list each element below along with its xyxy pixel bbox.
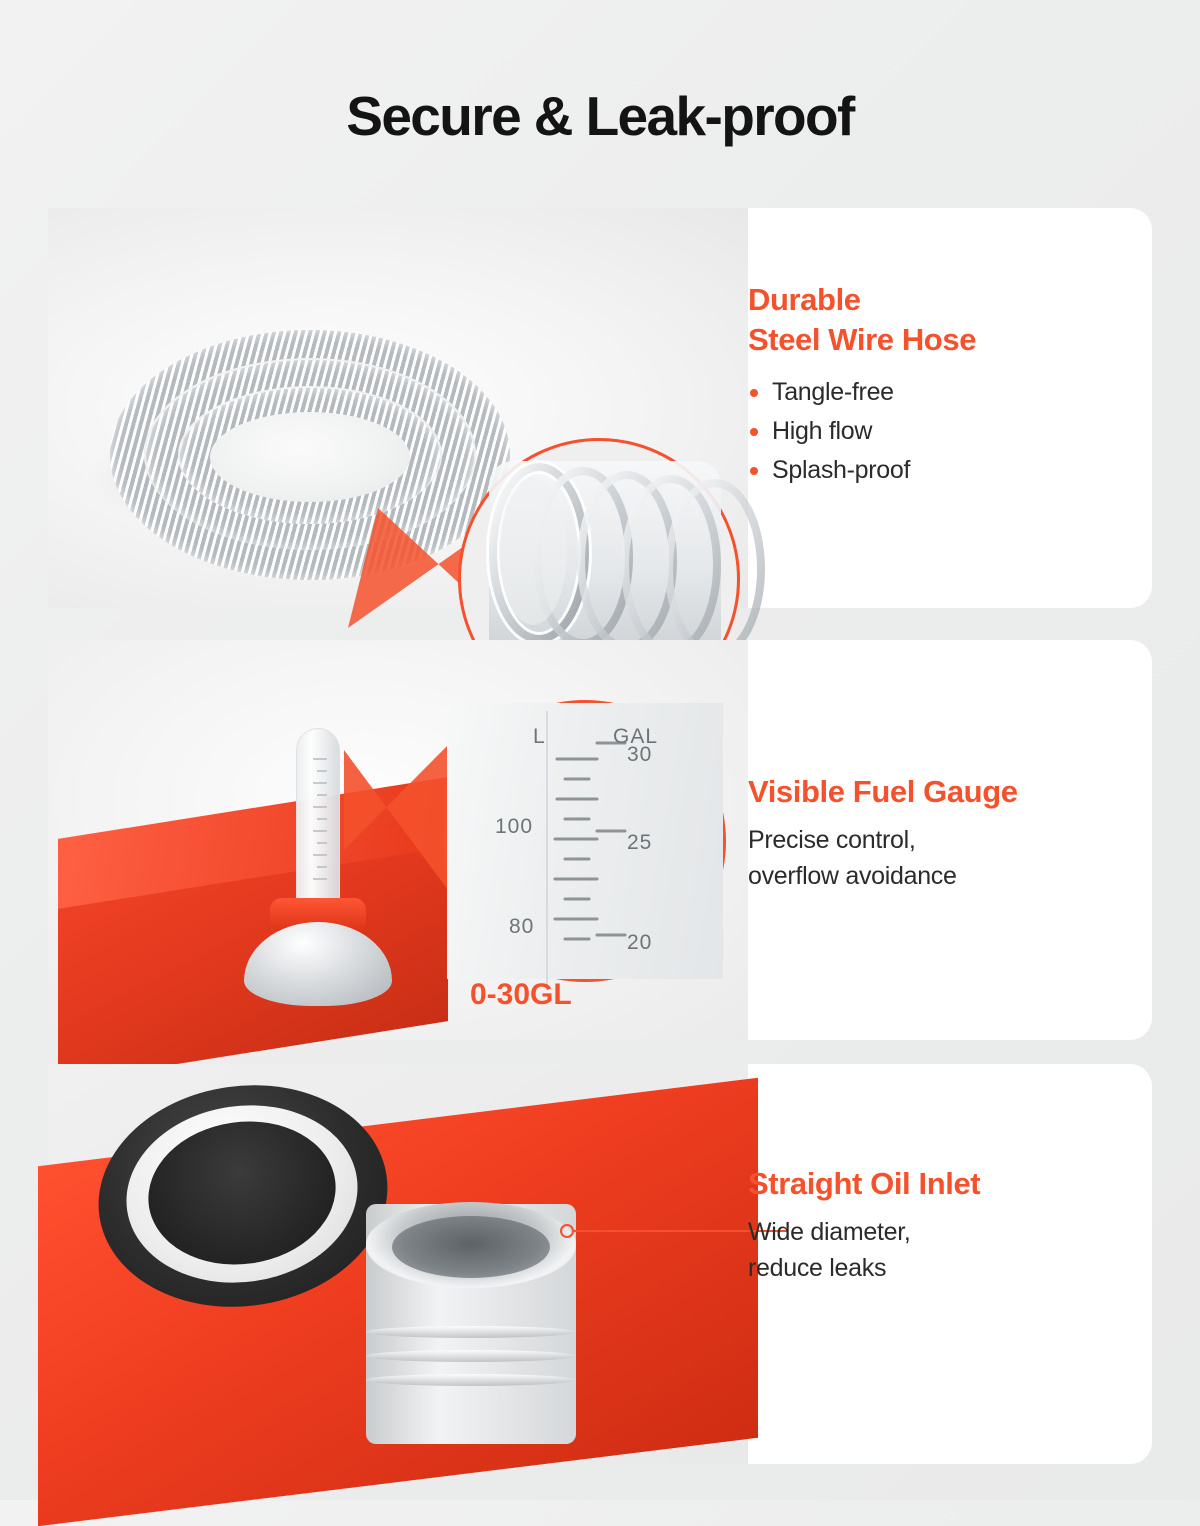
hose-heading-line1: Durable bbox=[748, 282, 861, 317]
hose-text-block bbox=[748, 280, 1128, 490]
gauge-gal-tick-20: 20 bbox=[627, 931, 653, 954]
gauge-unit-left: L bbox=[533, 725, 546, 748]
oil-inlet-thread-3 bbox=[366, 1374, 576, 1386]
inlet-subtext-line2: reduce leaks bbox=[748, 1253, 887, 1282]
oil-inlet-thread-2 bbox=[366, 1350, 576, 1362]
hose-bullet-list bbox=[748, 373, 1128, 489]
gauge-heading: Visible Fuel Gauge bbox=[748, 774, 1018, 809]
gauge-liter-tick-80: 80 bbox=[509, 915, 535, 938]
oil-inlet-thread-1 bbox=[366, 1326, 576, 1338]
inlet-text-block bbox=[748, 1164, 1128, 1286]
feature-card-gauge bbox=[48, 640, 1152, 1040]
gauge-subtext-line2: overflow avoidance bbox=[748, 861, 957, 890]
gauge-text-block bbox=[748, 772, 1128, 894]
gauge-zoom-circle bbox=[444, 700, 726, 982]
gauge-subtext-line1: Precise control, bbox=[748, 825, 916, 854]
feature-card-inlet bbox=[48, 1064, 1152, 1464]
gauge-subtext bbox=[748, 822, 1128, 895]
page-title: Secure & Leak-proof bbox=[346, 85, 854, 147]
gauge-liter-tick-100: 100 bbox=[495, 815, 534, 838]
inlet-subtext bbox=[748, 1214, 1128, 1287]
hose-bullet-2: High flow bbox=[748, 412, 1128, 451]
gauge-unit-right: GAL bbox=[613, 725, 659, 748]
hose-heading-line2: Steel Wire Hose bbox=[748, 321, 977, 357]
gauge-capacity-callout: 0-30GL bbox=[470, 978, 572, 1011]
feature-card-hose bbox=[48, 208, 1152, 608]
oil-inlet-opening bbox=[392, 1216, 550, 1278]
inlet-heading: Straight Oil Inlet bbox=[748, 1166, 981, 1201]
gauge-gal-tick-30: 30 bbox=[627, 743, 653, 766]
hose-bullet-1: Tangle-free bbox=[748, 373, 1128, 412]
hose-bullet-3: Splash-proof bbox=[748, 451, 1128, 490]
gauge-gal-tick-25: 25 bbox=[627, 831, 653, 854]
inlet-subtext-line1: Wide diameter, bbox=[748, 1217, 911, 1246]
hose-heading bbox=[748, 280, 1128, 359]
